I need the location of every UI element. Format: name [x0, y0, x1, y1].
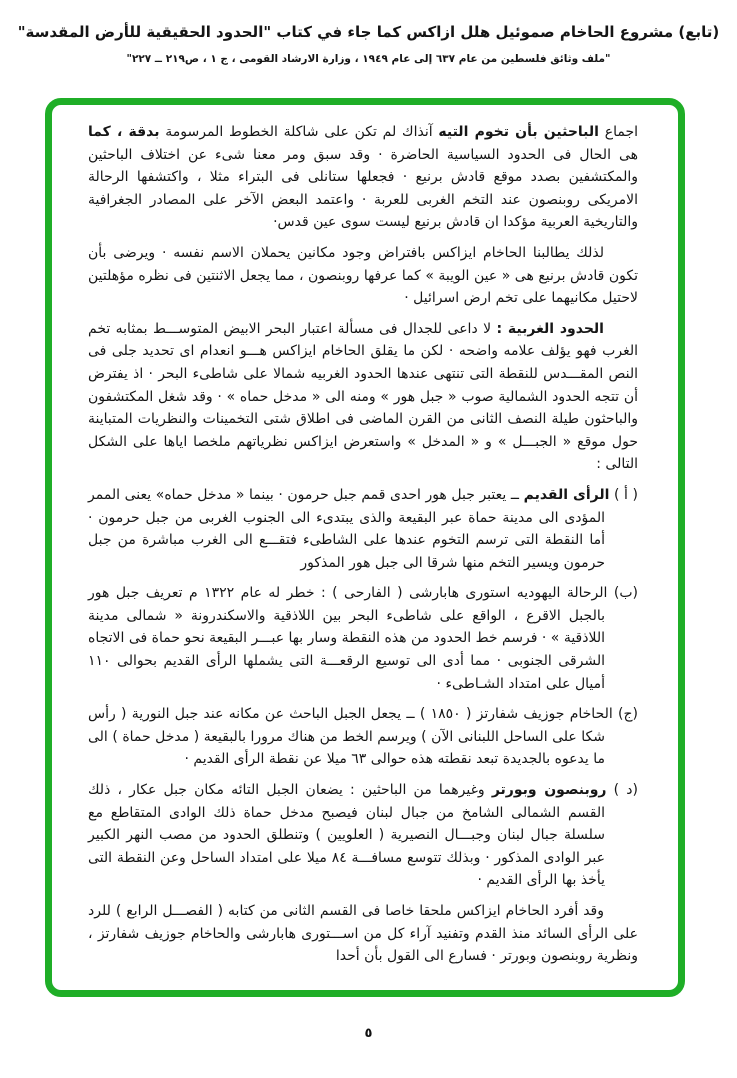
- bold-text-run: الرأى القديم: [523, 486, 610, 503]
- list-item-alef: [88, 484, 638, 574]
- document-title: (تابع) مشروع الحاخام صموئيل هلل ازاكس كما جاء في كتاب "الحدود الحقيقية للأرض المقدسة": [17, 23, 720, 41]
- list-item-jeem: [88, 703, 638, 771]
- document-header: [0, 0, 737, 66]
- paragraph-western-borders: [88, 318, 638, 476]
- item-marker: (ج): [612, 706, 638, 723]
- bold-text-run: الباحثين بأن تخوم التيه: [438, 124, 599, 140]
- bold-text-run: الحدود الغربية :: [496, 320, 604, 337]
- document-source-citation: "ملف وثائق فلسطين من عام ٦٣٧ إلى عام ١٩٤٩ ، وزارة الارشاد القومى ، ج ١ ، ص٢١٩ ــ ٢٢٧": [126, 53, 611, 65]
- text-run: وقد أفرد الحاخام ايزاكس ملحقا خاصا فى القسم الثانى من كتابه ( الفصـــل الرابع ) للرد على الرأى السائد منذ القدم وتفنيد آراء كل من اســـتورى هابارشى والحاخام جوزيف شفارتز ، ونظرية روبنصون وبورتر · فسارع الى القول بأن أحدا: [88, 903, 638, 965]
- paragraph-consensus: [88, 121, 638, 234]
- text-run: الرحالة اليهوديه استورى هابارشى ( الفارحى ) : خطر له عام ١٣٢٢ م تعريف جبل هور بالجبل الاقرع ، الواقع على شاطىء البحر بين اللاذقية والاسكندرونة « شمالى مدينة اللاذقية » · فرسم خط الحدود من هذه النقطة وسار بها عبـــر البقيعة نحو حماة فى الاتجاه الشرقى الجنوبى · مما أدى الى توسيع الرقعـــة التى يشملها الرأى القديم بحوالى ١١٠ أميال على امتداد الشـاطىء ·: [88, 585, 608, 692]
- bold-text-run: بدقة ، كما: [88, 124, 160, 140]
- page-number: ٥: [364, 1026, 373, 1041]
- item-marker: (د ): [606, 782, 638, 799]
- item-marker: ( أ ): [609, 486, 638, 503]
- document-body: [88, 121, 638, 968]
- text-run: وغيرهما من الباحثين : يضعان الجبل التائه مكان جبل عكار ، ذلك القسم الشمالى الشامخ من جبال لبنان فيصبح مدخل حماة ذلك الوادى المتقاطع مع سلسلة جبال لبنان وجبـــال النصيرية ( العلويين ) وتنطلق الحدود من مصب النهر الكبير عبر الوادى المذكور · وبذلك تتوسع مسافـــة ٨٤ ميلا على امتداد الساحل وعن النقطة التى يأخذ بها الرأى القديم ·: [88, 782, 605, 889]
- document-frame: [45, 98, 685, 997]
- text-run: لذلك يطالبنا الحاخام ايزاكس بافتراض وجود مكانين يحملان الاسم نفسه · ويرضى بأن تكون قادش برنيع هى « عين الويبة » كما عرفها روبنصون ، مما يجعل الاثنتين فى نظره مؤهلتين لاحتيل مكانيهما على تخم ارض اسرائيل ·: [88, 244, 638, 307]
- text-run: لا داعى للجدال فى مسألة اعتبار البحر الابيض المتوســـط بمثابه تخم الغرب فهو يؤلف علامه واضحه · لكن ما يقلق الحاخام ايزاكس هـــو انعدام اى تحديد جلى فى النص المقـــدس للنقطة التى تنتهى عندها الحدود الغربيه شمالا على شاطىء البحر · اذ يفترض أن تتجه الحدود الشمالية صوب « جبل هور » ومنه الى « مدخل حماه » · وقد شغل المكتشفون والباحثون طيلة النصف الثانى من القرن الماضى فى اطلاق شتى التخمينات والنظريات المتباينة حول موقع « الجبـــل » و « المدخل » واستعرض ايزاكس نظرياتهم ملخصا اياها على الشكل التالى :: [88, 320, 638, 473]
- item-marker: (ب): [607, 585, 638, 602]
- text-run: ــ يعتبر جبل هور احدى قمم جبل حرمون · بينما « مدخل حماه» يعنى الممر المؤدى الى مدينة حماة عبر البقيعة والذى يبتدىء الى الجنوب الغربى من جبل حرمون · أما النقطة التى ترسم التخوم عندها على الشاطىء فتقـــع الى الغرب مباشرة من جبل حرمون ويسير التخم منها شرقا الى جبل هور المذكور: [88, 486, 605, 571]
- text-run: آنذاك لم تكن على شاكلة الخطوط المرسومة: [159, 124, 439, 140]
- paragraph-izaks-assumption: [88, 242, 638, 310]
- paragraph-appendix: [88, 900, 638, 968]
- bold-text-run: روبنصون وبورتر: [491, 782, 607, 799]
- text-run: هى الحال فى الحدود السياسية الحاضرة · وقد سبق ومر معنا شىء عن اختلاف الباحثين والمكتشفين بصدد موقع قادش برنيع · فجعلها ستانلى فى البتراء مثلا ، واكتشفها الرحالة الامريكى روبنصون عند التخم الغربى للعربة · واعتمد البعض الآخر على المصادر الجغرافية والتاريخية العربية مؤكدا ان قادش برنيع ليست سوى عين قدس·: [88, 146, 638, 231]
- text-run: الحاخام جوزيف شفارتز ( ١٨٥٠ ) ــ يجعل الجبل الباحث عن مكانه عند جبل النورية ( رأس شكا على الساحل اللبنانى الآن ) ويرسم الخط من هناك مرورا بالبقيعة ( مدخل حماة ) الى ما يدعوه بالجديدة تبعد نقطته هذه حوالى ٦٣ ميلا عن نقطة الرأى القديم ·: [88, 706, 613, 768]
- list-item-ba: [88, 582, 638, 695]
- list-item-dal: [88, 779, 638, 892]
- text-run: اجماع: [598, 124, 638, 140]
